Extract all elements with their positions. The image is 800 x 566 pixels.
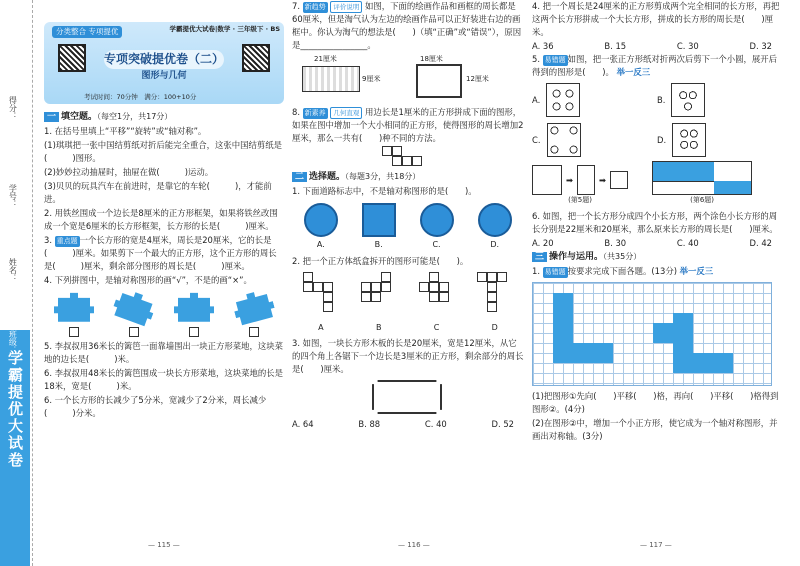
option-d[interactable]: D. 32	[749, 41, 772, 52]
option-c[interactable]: C. 40	[676, 237, 699, 248]
score-label: 得分：	[8, 96, 18, 120]
painting-frame-figure	[292, 54, 524, 104]
choice-1: 1. 下面道路标志中，不是轴对称图形的是( )。	[292, 186, 477, 197]
figure-6-caption: (第6题)	[690, 196, 715, 205]
grid-figure	[532, 282, 772, 386]
answer-box[interactable]	[249, 327, 259, 337]
option-d-figure	[672, 123, 706, 157]
frame-width: 18厘米	[420, 55, 443, 64]
question-4: 4. 下列拼图中，是轴对称图形的画“√”，不是的画“×”。	[44, 275, 252, 286]
square-shape-figure	[382, 146, 524, 170]
column-page-116	[292, 0, 524, 431]
question-7-trend: 7. 新趋势 评价说明 如图，下面的绘画作品和画框的周长都是60厘米，但是淘气认为左边的绘画作品可以正好装进右边的画框中。你认为淘气的想法是( )（填“正确”或“错误”），原因是________________。	[292, 1, 522, 51]
section-choice: 二 选择题。（每题3分，共18分）	[292, 171, 420, 185]
section-fill-blank: 一 填空题。（每空1分，共17分）	[44, 111, 172, 125]
option-d[interactable]: D.	[490, 240, 500, 250]
operation-1b: (2)在图形②中，增加一个小正方形，使它成为一个轴对称图形，并画出对称轴。(3分)	[532, 417, 778, 441]
cube-nets	[292, 272, 524, 318]
answer-boxes	[44, 327, 284, 337]
choice-5: 5. 易错题 如图，把一张正方形纸对折两次后剪下一个小圆，展开后得到的图形是( )。 举一反三	[532, 54, 778, 78]
choice-4-options	[532, 40, 782, 53]
option-b[interactable]: B. 88	[358, 419, 381, 429]
option-b[interactable]: B	[375, 322, 382, 332]
page-number-116: — 116 —	[398, 541, 430, 549]
option-a[interactable]: A. 64	[292, 419, 314, 429]
question-1b: (2)妙妙拉动抽屉时，抽屉在做( )运动。	[44, 166, 214, 177]
no-parking-sign-icon	[478, 203, 512, 237]
painting-image	[302, 66, 360, 92]
more-practice-link[interactable]: 举一反三	[679, 265, 714, 276]
option-a-figure	[546, 83, 580, 117]
folding-step-2	[577, 165, 595, 195]
shape-2-extra	[653, 323, 673, 343]
answer-box[interactable]	[189, 327, 199, 337]
frame-image	[416, 64, 462, 98]
option-c[interactable]: C. 30	[676, 41, 699, 52]
folding-step-1	[532, 165, 562, 195]
question-2: 2. 用铁丝围成一个边长是8厘米的正方形框架，如果将铁丝改围成一个宽是6厘米的长方形框架，长方形的长是( )厘米。	[44, 208, 278, 232]
question-7: 6. 一个长方形的长减少了5分米，宽减少了2分米，周长减少( )分米。	[44, 395, 267, 419]
option-c[interactable]: C.	[532, 134, 541, 145]
choice-5-options	[532, 83, 782, 157]
option-b[interactable]: B.	[657, 94, 666, 105]
figure-5-caption: (第5题)	[568, 196, 592, 205]
puzzle-piece-2	[109, 285, 158, 331]
puzzle-piece-3	[174, 291, 214, 325]
cut-line	[32, 0, 33, 566]
question-6: 6. 李叔叔用48米长的篱笆围成一块长方形菜地，这块菜地的长是18米，宽是( )米。	[44, 368, 284, 392]
exam-time: 考试时间：70分钟 满分：100+10分	[84, 92, 197, 101]
option-d[interactable]: D.	[657, 134, 667, 145]
question-5: 5. 李叔叔用36米长的篱笆一面靠墙围出一块正方形菜地，这块菜地的边长是( )米。	[44, 341, 284, 365]
arrow-right-icon: ➡	[566, 174, 574, 185]
page-number-115: — 115 —	[148, 541, 180, 549]
puzzle-images	[44, 291, 284, 325]
option-d[interactable]: D	[491, 322, 498, 332]
page-number-117: — 117 —	[640, 541, 672, 549]
option-b[interactable]: B.	[374, 240, 383, 250]
option-b-figure	[671, 83, 705, 117]
answer-box[interactable]	[129, 327, 139, 337]
option-c[interactable]: C	[433, 322, 440, 332]
option-a[interactable]: A.	[532, 94, 541, 105]
shape-1-horizontal	[553, 343, 613, 363]
exam-subtitle: 图形与几何	[141, 71, 187, 81]
pedestrian-sign-icon	[362, 203, 396, 237]
cube-net-c	[419, 272, 455, 318]
no-entry-sign-icon	[420, 203, 454, 237]
choice-1-options	[292, 239, 524, 251]
question-1: 1. 在括号里填上“平移”“旋转”或“轴对称”。	[44, 125, 207, 136]
option-d[interactable]: D. 52	[491, 419, 514, 429]
header-tag: 分类整合 专项提优	[52, 26, 122, 38]
folding-step-3	[610, 171, 628, 189]
key-point-tag: 重点题	[56, 237, 78, 246]
option-a[interactable]: A. 36	[532, 41, 554, 52]
option-c[interactable]: C.	[432, 240, 441, 250]
choice-4: 4. 把一个周长是24厘米的正方形剪成两个完全相同的长方形，再把这两个长方形拼成一个大长方形，拼成的长方形的周长是( )厘米。	[532, 1, 780, 38]
figure-6-rectangle	[652, 161, 752, 195]
choice-6: 6. 如图，把一个长方形分成四个小长方形，两个涂色小长方形的周长分别是22厘米和20厘米，那么原来长方形的周长是( )厘米。	[532, 210, 778, 234]
operation-1a: (1)把图形①先向( )平移( )格，再向( )平移( )格得到图形②。(4分)	[532, 390, 779, 414]
cube-net-b	[361, 272, 397, 318]
arrow-right-icon: ➡	[599, 174, 607, 185]
section-operation: 三 操作与运用。（共35分）	[532, 251, 641, 265]
class-label: 班级：	[8, 330, 18, 354]
road-signs	[292, 203, 524, 237]
option-c[interactable]: C. 40	[424, 419, 447, 429]
cube-net-d	[477, 272, 513, 318]
choice-6-options	[532, 237, 782, 250]
option-b[interactable]: B. 30	[604, 237, 627, 248]
exam-title: 专项突破提优卷（二）	[104, 50, 224, 69]
header-series: 学霸提优大试卷|数学 · 三年级下 · BS	[169, 25, 280, 33]
qr-code-left	[58, 44, 86, 72]
question-1c: (3)贝贝的玩具汽车在前进时，是靠它的车轮( )，才能前进。	[44, 181, 272, 205]
column-page-115	[44, 22, 284, 421]
option-a[interactable]: A.	[316, 240, 325, 250]
qr-code-right	[242, 44, 270, 72]
arrow-up-sign-icon	[304, 203, 338, 237]
cube-net-a	[303, 272, 339, 318]
choice-2-options	[292, 322, 524, 334]
board-figure	[372, 380, 442, 414]
frame-height: 12厘米	[466, 75, 489, 84]
question-8: 8. 新素养 几何直观 用边长是1厘米的正方形拼成下面的图形，如果在图中增加一个大小相同的正方形，使得图形的周长增加2厘米，那么一共有( )种不同的方法。	[292, 107, 524, 144]
painting-height: 9厘米	[362, 75, 381, 84]
choice-3-options	[292, 418, 524, 431]
question-3: 3. 重点题 一个长方形的宽是4厘米，周长是20厘米，它的长是( )厘米。如果剪下一个最大的正方形，这个正方形的周长是( )厘米，剩余部分图形的周长是( )厘米。	[44, 235, 277, 272]
option-b[interactable]: B. 15	[604, 41, 627, 52]
shape-2-horizontal	[673, 353, 733, 373]
figures-5-6	[532, 161, 782, 206]
more-practice-link[interactable]: 举一反三	[616, 67, 651, 78]
student-number-label: 学号：	[8, 184, 18, 208]
painting-width: 21厘米	[314, 55, 337, 64]
answer-box[interactable]	[69, 327, 79, 337]
side-strip-text: 学霸提优大试卷	[6, 350, 24, 469]
column-page-117	[532, 0, 782, 444]
puzzle-piece-1	[54, 291, 94, 325]
option-a[interactable]: A. 20	[532, 237, 554, 248]
exam-header	[44, 22, 284, 104]
option-a[interactable]: A	[318, 322, 324, 332]
choice-2: 2. 把一个正方体纸盒拆开的图形可能是( )。	[292, 255, 469, 266]
question-1a: (1)琪琪把一张中国结剪纸对折后能完全重合，这张中国结剪纸是( )图形。	[44, 139, 282, 163]
puzzle-piece-4	[230, 287, 277, 330]
option-d[interactable]: D. 42	[749, 237, 772, 248]
name-label: 姓名：	[8, 258, 18, 282]
operation-1: 1. 易错题 按要求完成下面各题。(13分) 举一反三	[532, 265, 714, 276]
option-c-figure	[547, 123, 581, 157]
choice-3: 3. 如图，一块长方形木板的长是20厘米，宽是12厘米，从它的四个角上各锯下一个边长是3厘米的正方形，剩余部分的周长是( )厘米。	[292, 337, 524, 374]
